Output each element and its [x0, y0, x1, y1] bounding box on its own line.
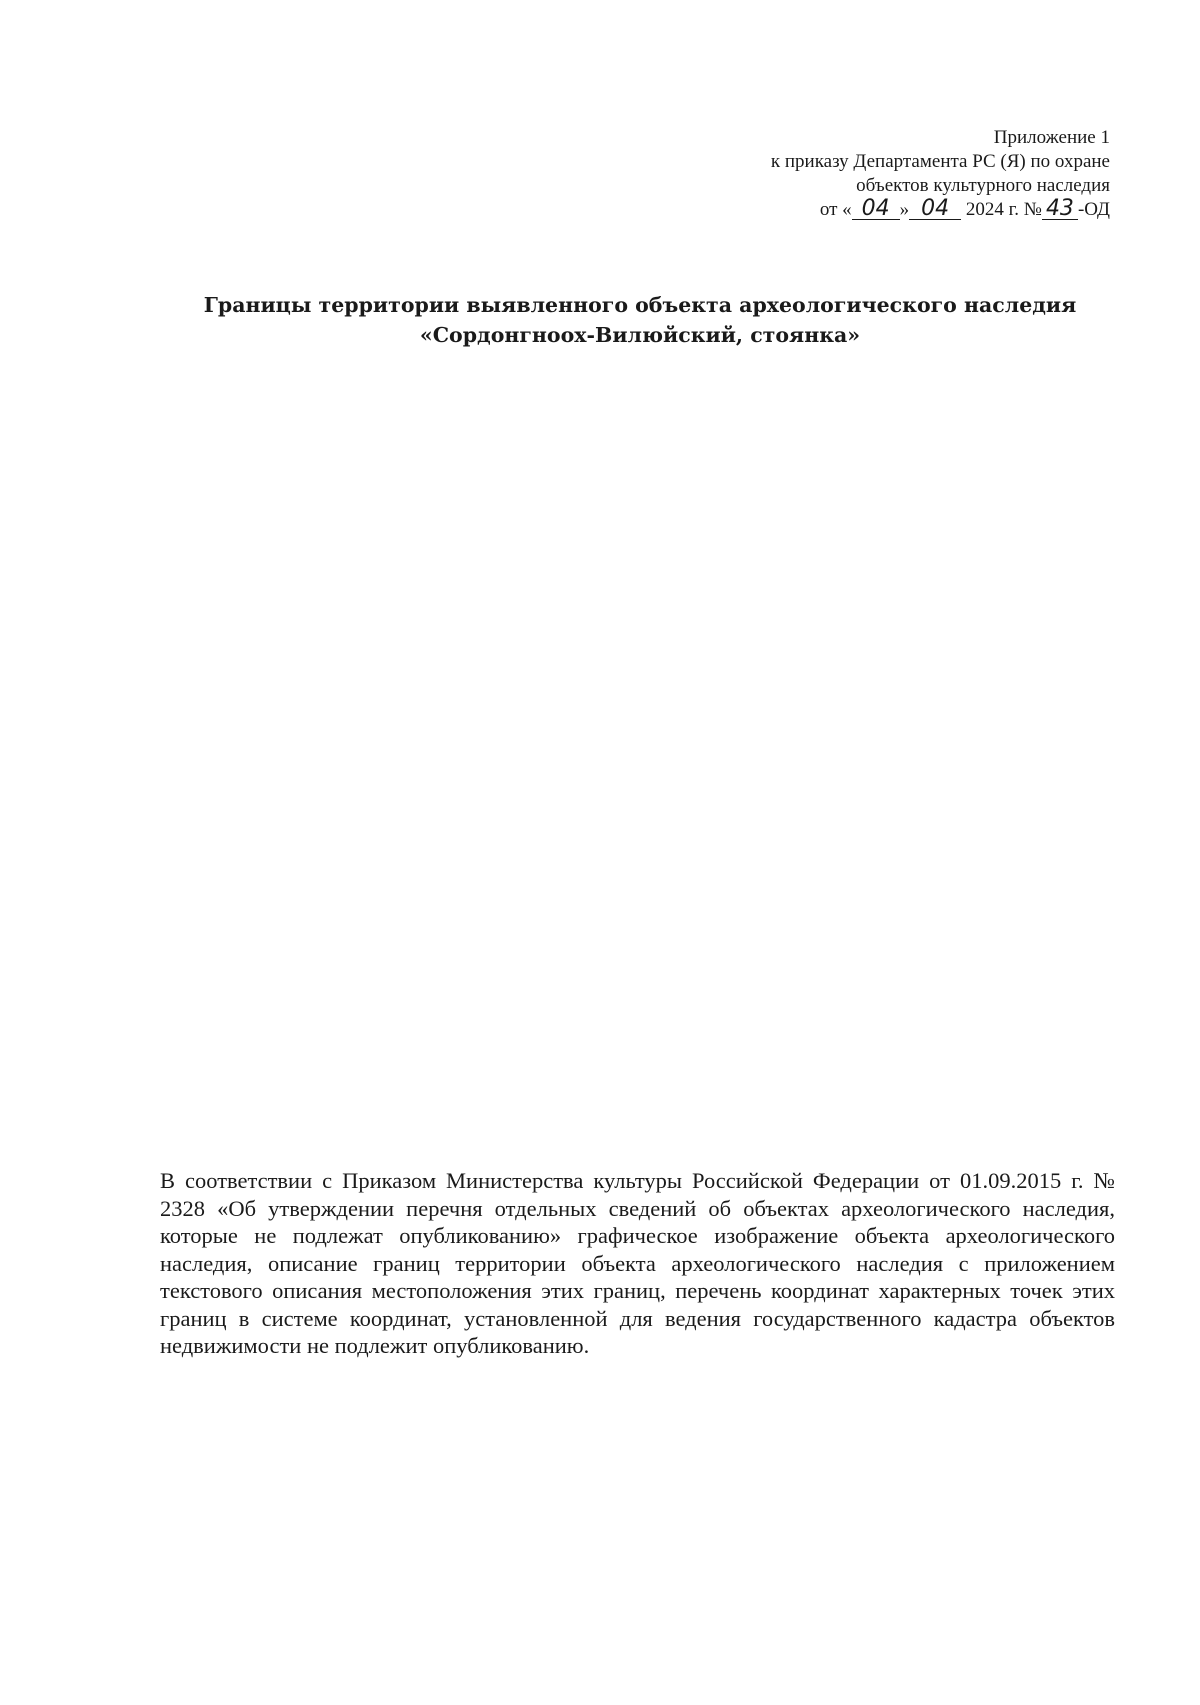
- date-mid: »: [899, 199, 910, 220]
- date-year: 2024 г. №: [961, 199, 1042, 220]
- body-paragraph: В соответствии с Приказом Министерства культуры Российской Федерации от 01.09.2015 г. № 2328 «Об утверждении перечня отдельных сведений об объектах археологического наследия, которые не подлежат опубликованию» графическое изображение объекта археологического наследия, описание границ территории объекта археологического наследия с приложением текстового описания местоположения этих границ, перечень координат характерных точек этих границ в системе координат, установленной для ведения государственного кадастра объектов недвижимости не подлежит опубликованию.: [160, 1168, 1115, 1358]
- handwritten-month: 04: [909, 199, 961, 220]
- order-suffix: -ОД: [1077, 199, 1110, 220]
- appendix-label: Приложение 1: [993, 127, 1110, 148]
- handwritten-day: 04: [852, 199, 900, 220]
- handwritten-order-number: 43: [1042, 199, 1078, 220]
- date-prefix: от «: [819, 199, 852, 220]
- appendix-date-line: [771, 198, 1110, 222]
- appendix-header: [771, 126, 1110, 222]
- appendix-department: объектов культурного наследия: [856, 175, 1110, 196]
- document-title: [0, 290, 1200, 350]
- title-line-1: Границы территории выявленного объекта археологического наследия: [203, 293, 1077, 317]
- appendix-order-reference: к приказу Департамента РС (Я) по охране: [770, 151, 1110, 172]
- title-line-2: «Сордонгноох-Вилюйский, стоянка»: [419, 323, 861, 347]
